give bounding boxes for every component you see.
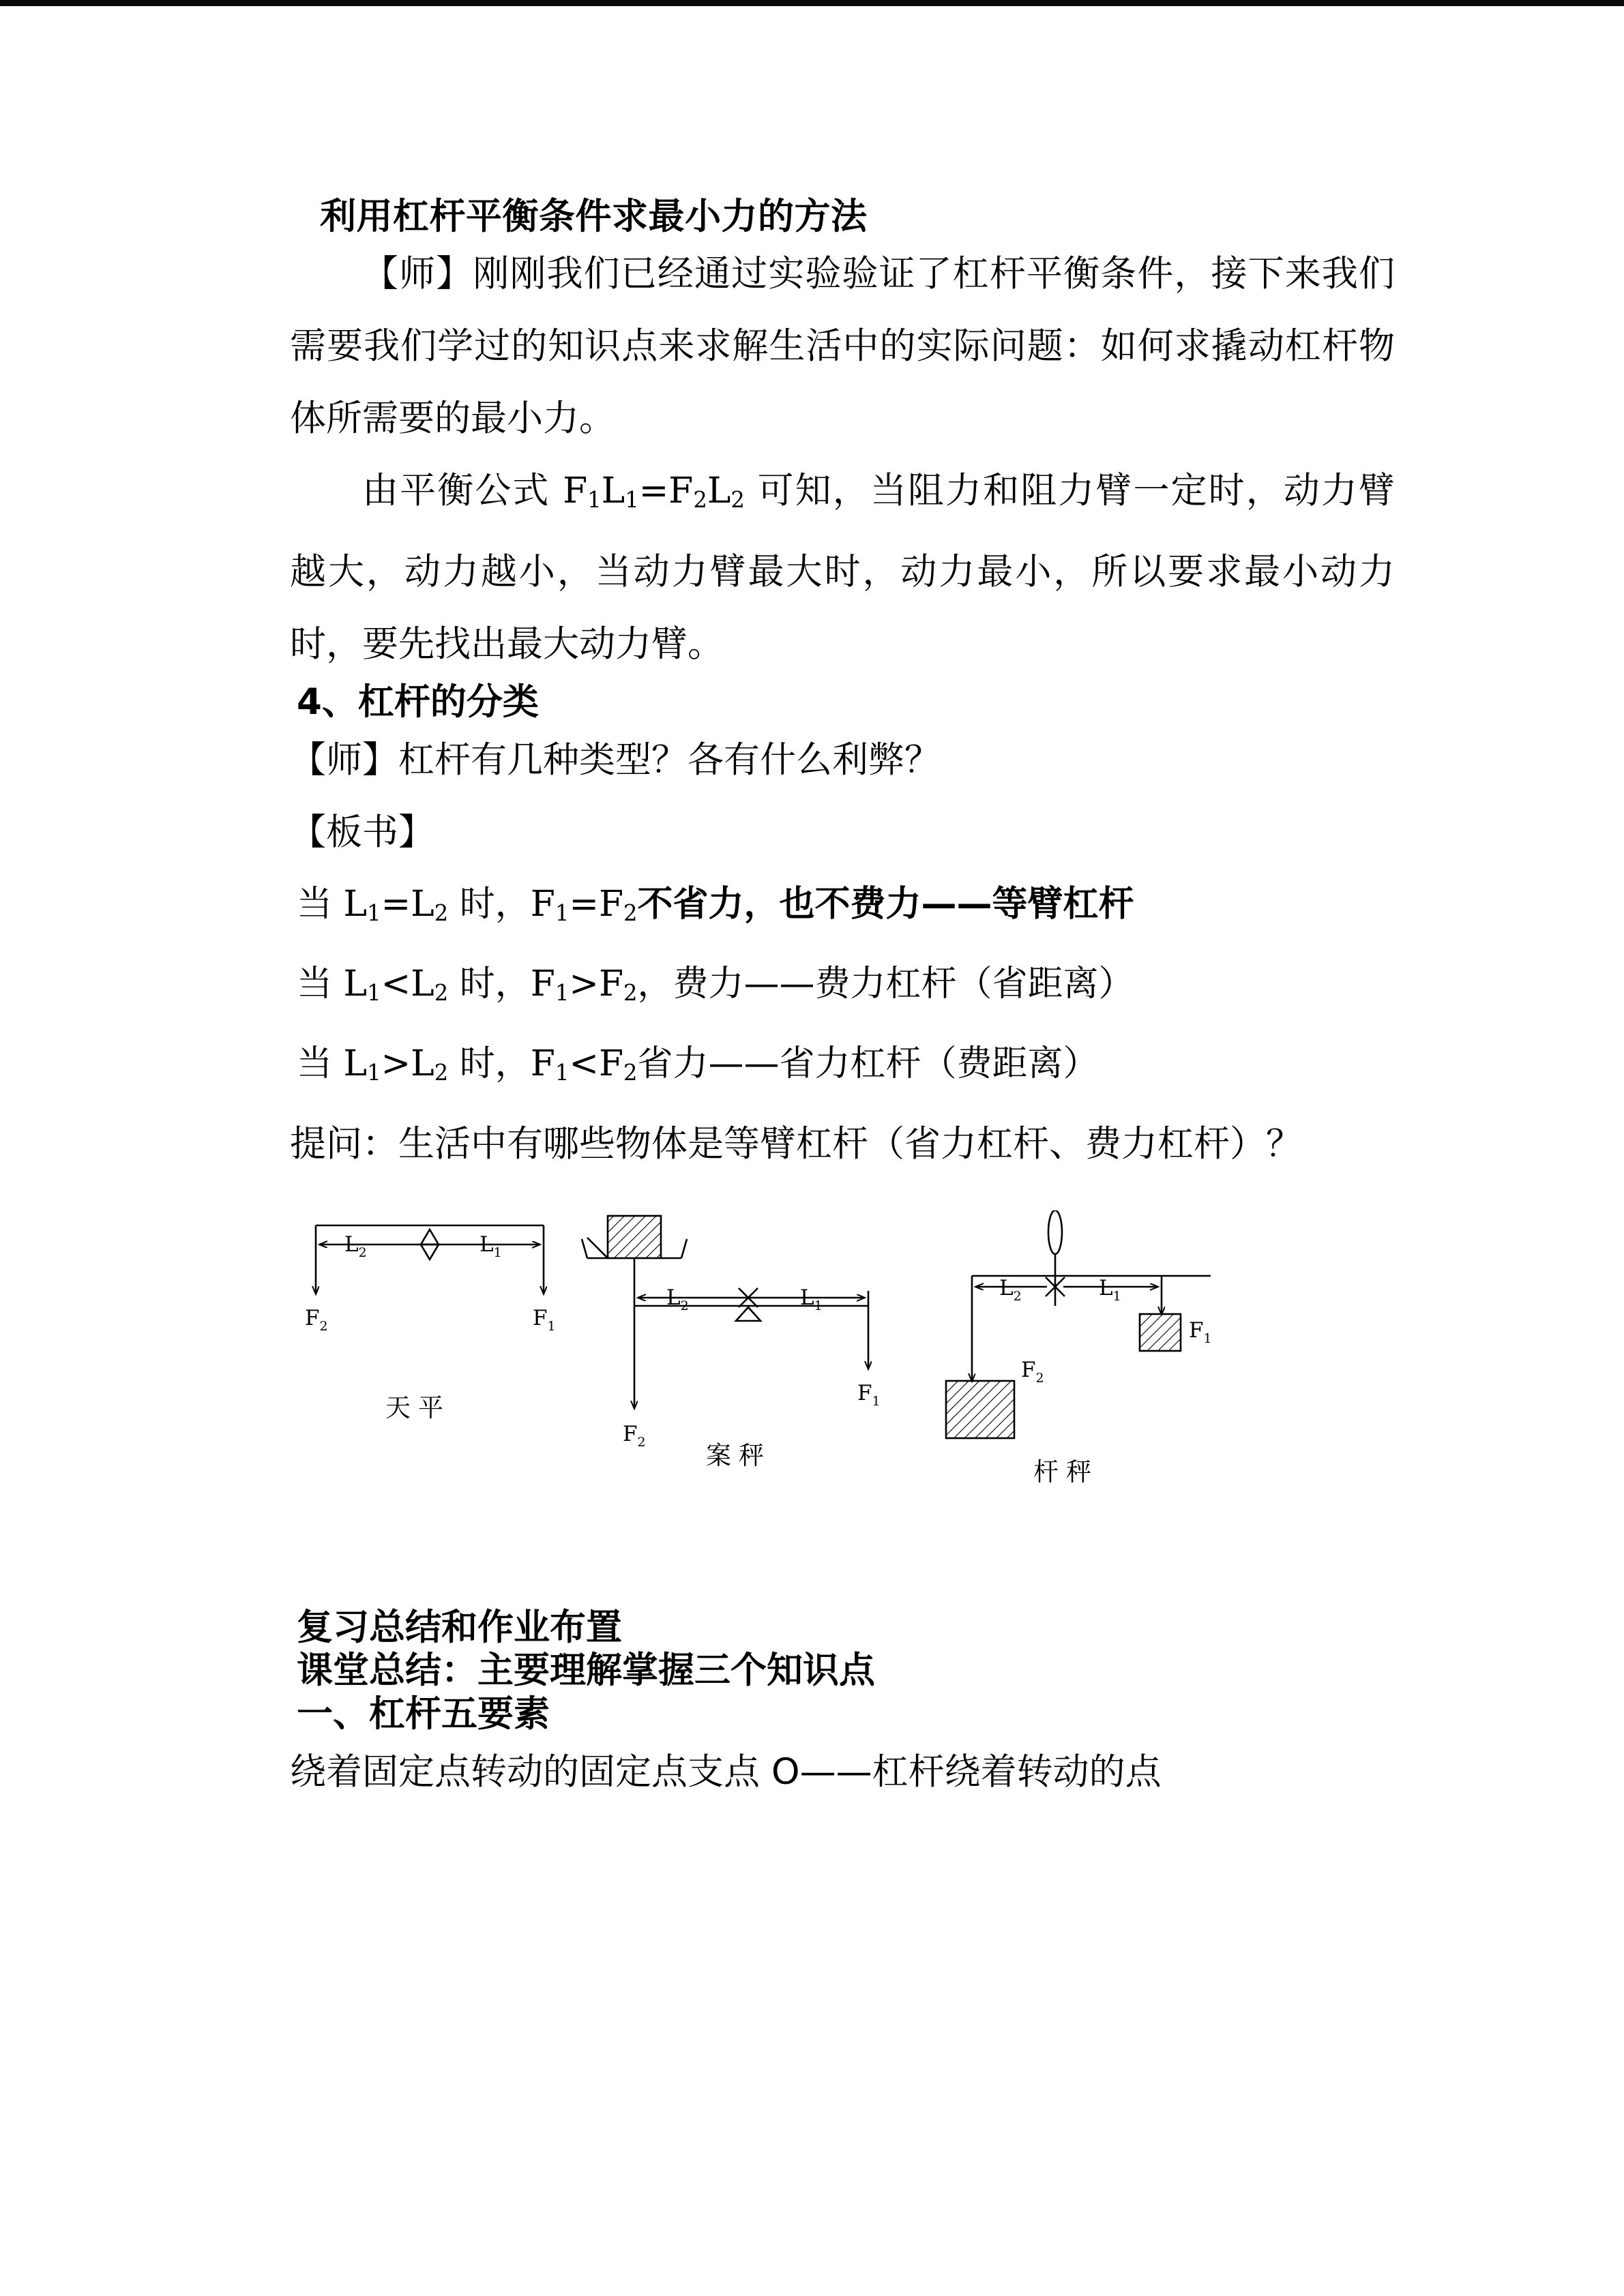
label-L2: $L_2$ <box>666 1285 689 1313</box>
paragraph-prompt-question: 提问：生活中有哪些物体是等臂杠杆（省力杠杆、费力杠杆）？ <box>290 1122 1302 1165</box>
caption-steelyard: 杆秤 <box>1033 1457 1099 1487</box>
formula-tail-text: 可知，当阻力和阻力臂一定时，动力臂越大，动力越小，当动力臂最大时，动力最小，所以要求最小动力时，要先找出最大动力臂。 <box>290 469 1396 666</box>
rule-force: $F_1<F_2$ <box>530 1043 638 1086</box>
paragraph-formula-explanation <box>290 455 1395 681</box>
label-L1: $L_1$ <box>800 1285 823 1313</box>
caption-balance: 天平 <box>385 1392 451 1422</box>
heading-review-summary: 复习总结和作业布置 <box>297 1606 622 1648</box>
label-F1: $F_1$ <box>1189 1317 1212 1346</box>
classification-rule-effort-lever <box>290 949 1395 1028</box>
caption-platform-scale: 案秤 <box>706 1440 771 1470</box>
rule-force: $F_1>F_2$ <box>530 963 638 1006</box>
label-F1: $F_1$ <box>857 1380 881 1409</box>
paragraph-teacher-question: 【师】杠杆有几种类型？各有什么利弊？ <box>290 739 941 781</box>
rule-prefix: 当 <box>297 1043 333 1084</box>
heading-five-elements: 一、杠杆五要素 <box>297 1693 550 1735</box>
rule-condition: $L_1>L_2$ <box>343 1043 449 1086</box>
rule-condition: $L_1<L_2$ <box>343 963 449 1006</box>
label-F1: $F_1$ <box>533 1305 556 1334</box>
diagram-steelyard-labels <box>999 1276 1212 1487</box>
label-L1: $L_1$ <box>479 1232 502 1260</box>
section-heading-lever-classification: 4、杠杆的分类 <box>297 681 539 724</box>
summary-section <box>290 1606 1395 1808</box>
rule-result: 不省力，也不费力——等臂杠杆 <box>637 883 1134 925</box>
page-title: 利用杠杆平衡条件求最小力的方法 <box>320 196 868 237</box>
label-F2: $F_2$ <box>305 1305 328 1334</box>
diagram-platform-scale-labels <box>623 1285 881 1470</box>
label-L2: $L_2$ <box>999 1275 1022 1304</box>
diagram-platform-scale <box>582 1216 868 1408</box>
formula-lead-text: 由平衡公式 <box>362 469 550 511</box>
label-F2: $F_2$ <box>623 1421 646 1450</box>
label-F2: $F_2$ <box>1021 1357 1044 1386</box>
label-L2: $L_2$ <box>344 1232 367 1260</box>
rule-condition: $L_1=L_2$ <box>343 883 449 926</box>
classification-rule-equal-arm <box>290 869 1395 949</box>
document-body <box>290 0 1395 1808</box>
paragraph-blackboard-label: 【板书】 <box>290 811 434 853</box>
diagram-steelyard <box>946 1210 1211 1438</box>
lever-diagrams-svg <box>290 1210 1354 1504</box>
rule-result: 省力——省力杠杆（费距离） <box>637 1043 1099 1084</box>
paragraph-fulcrum-definition: 绕着固定点转动的固定点支点 O——杠杆绕着转动的点 <box>290 1750 1162 1793</box>
rule-mid: 时， <box>459 1043 531 1084</box>
rule-mid: 时， <box>459 883 531 925</box>
rule-result: ，费力——费力杠杆（省距离） <box>637 963 1134 1004</box>
lever-types-figure <box>290 1210 1395 1504</box>
heading-class-summary: 课堂总结：主要理解掌握三个知识点 <box>297 1650 875 1692</box>
rule-mid: 时， <box>459 963 531 1004</box>
label-L1: $L_1$ <box>1099 1275 1121 1304</box>
balance-formula: $F_1L_1=F_2L_2$ <box>550 470 745 513</box>
classification-rule-force-saving-lever <box>290 1028 1395 1108</box>
paragraph-teacher-intro: 【师】刚刚我们已经通过实验验证了杠杆平衡条件，接下来我们需要我们学过的知识点来求解生活中的实际问题：如何求撬动杠杆物体所需要的最小力。 <box>290 252 1395 439</box>
diagram-balance-labels <box>305 1232 556 1422</box>
rule-force: $F_1=F_2$ <box>530 883 638 926</box>
rule-prefix: 当 <box>297 963 333 1004</box>
rule-prefix: 当 <box>297 883 333 925</box>
